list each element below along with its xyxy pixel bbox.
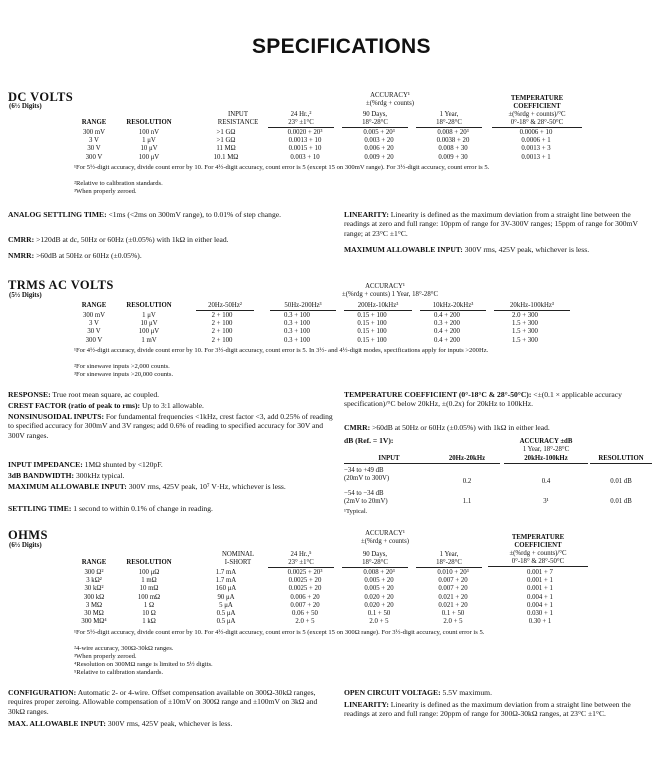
dc-cell-24h: 0.003 + 10	[290, 153, 320, 161]
dc-cell-range: 3 V	[89, 137, 99, 145]
ohms-col-1ya: 1 Year,	[439, 551, 459, 558]
dc-col-range: RANGE	[81, 119, 107, 126]
ohms-col-range: RANGE	[81, 559, 107, 566]
ac-cell-range: 300 V	[85, 336, 103, 344]
ohms-ocv-label: OPEN CIRCUIT VOLTAGE:	[344, 688, 441, 697]
ohms-footnote-5: ⁵Relative to calibration standards.	[74, 669, 164, 676]
ohms-col-nom2: I-SHORT	[224, 559, 252, 566]
ac-cell-range: 300 mV	[82, 312, 106, 319]
ac-db-row2-in1: −54 to −34 dB	[344, 490, 384, 497]
ac-cell-b1: 2 + 100	[211, 336, 233, 344]
dc-cell-tc: 0.0013 + 3	[521, 145, 551, 153]
ohms-cell-range: 300 Ω²	[84, 569, 104, 576]
dc-temp-head3: ±(%rdg + counts)/°C	[508, 111, 566, 118]
ac-maxin-label: MAXIMUM ALLOWABLE INPUT:	[8, 482, 127, 491]
dc-cell-90d: 0.005 + 20³	[363, 129, 395, 136]
dc-cell-1y: 0.008 + 30	[438, 145, 468, 153]
ohms-footnote-3: ³When properly zeroed.	[74, 653, 137, 660]
dc-cell-tc: 0.0013 + 1	[521, 153, 551, 161]
ac-accuracy-head: ACCURACY¹	[365, 283, 405, 290]
ohms-cell-90d: 2.0 + 5	[369, 618, 389, 626]
dc-cell-input: >1 GΩ	[216, 137, 236, 145]
ohms-col-24a: 24 Hr.,⁵	[290, 551, 312, 558]
ohms-cell-range: 3 kΩ²	[86, 577, 102, 585]
ac-db-row1-in1: −34 to +49 dB	[344, 467, 384, 474]
dc-cell-tc: 0.0006 + 10	[519, 129, 553, 136]
ohms-cell-res: 100 μΩ	[138, 569, 160, 576]
ohms-maxin-label: MAX. ALLOWABLE INPUT:	[8, 719, 106, 728]
dc-cell-range: 30 V	[87, 145, 101, 153]
dc-max-input-label: MAXIMUM ALLOWABLE INPUT:	[344, 245, 463, 254]
dc-cell-90d: 0.009 + 20	[364, 153, 394, 161]
ohms-cell-24h: 0.007 + 20	[290, 601, 320, 609]
ohms-ocv-text: 5.5V maximum.	[442, 688, 492, 697]
ac-bandwidth	[8, 471, 338, 480]
dc-col-1yb: 18°-28°C	[416, 119, 482, 128]
ac-cell-range: 30 V	[87, 328, 101, 336]
ac-cell-b5: 1.5 + 300	[512, 320, 538, 328]
table-row	[74, 577, 590, 585]
dc-accuracy-sub: ±(%rdg + counts)	[366, 100, 414, 107]
ac-imp-text: 1MΩ shunted by <120pF.	[84, 460, 163, 469]
dc-cmrr-label: CMRR:	[8, 235, 35, 244]
dc-volts-heading: DC VOLTS	[8, 90, 74, 104]
ac-bw-text: 300kHz typical.	[75, 471, 125, 480]
dc-nmrr	[8, 251, 338, 260]
ac-footnote-3: ³For sinewave inputs >20,000 counts.	[74, 371, 174, 378]
table-row	[74, 594, 590, 602]
dc-max-input-text: 300V rms, 425V peak, whichever is less.	[464, 245, 590, 254]
dc-cell-range: 300 V	[85, 153, 103, 161]
table-row	[74, 618, 590, 626]
ac-db-col-res: RESOLUTION	[590, 455, 652, 464]
ohms-col-nom1: NOMINAL	[221, 551, 255, 558]
ohms-cell-ishort: 1.7 mA	[215, 577, 237, 585]
ohms-cell-1y: 0.010 + 20³	[437, 569, 469, 576]
dc-col-90a: 90 Days,	[362, 111, 388, 118]
ohms-cell-ishort: 5 μA	[219, 601, 233, 609]
table-row	[74, 312, 566, 320]
ac-table	[74, 312, 566, 345]
ohms-cell-1y: 0.007 + 20	[438, 577, 468, 585]
dc-cmrr-text: >120dB at dc, 50Hz or 60Hz (±0.05%) with 1kΩ in either lead.	[36, 235, 229, 244]
dc-cell-range: 300 mV	[82, 129, 106, 136]
ohms-cell-res: 1 kΩ	[142, 618, 156, 626]
table-row	[74, 154, 582, 162]
dc-cell-tc: 0.0006 + 1	[521, 137, 551, 145]
ac-maxin-text: 300V rms, 425V peak, 10⁷ V·Hz, whichever is less.	[128, 482, 286, 491]
ohms-cell-ishort: 0.5 μA	[216, 610, 236, 618]
dc-col-res: RESOLUTION	[126, 119, 172, 126]
ohms-cell-ishort: 160 μA	[215, 585, 237, 593]
ohms-col-24b: 23° ±1°C	[268, 559, 334, 568]
ohms-table	[74, 569, 590, 626]
ac-cell-b5: 2.0 + 300	[512, 312, 538, 319]
ac-col-range: RANGE	[81, 302, 107, 309]
ohms-col-1yb: 18°-28°C	[416, 559, 482, 568]
dc-footnote-3: ³When properly zeroed.	[74, 188, 137, 195]
ac-nonsin-label: NONSINUSOIDAL INPUTS:	[8, 412, 104, 421]
ac-footnote-2: ²For sinewave inputs >2,000 counts.	[74, 363, 170, 370]
dc-cell-24h: 0.0013 + 10	[288, 137, 322, 145]
ac-cell-b1: 2 + 100	[211, 320, 233, 328]
dc-cell-res: 100 μV	[138, 153, 160, 161]
ac-cell-res: 100 μV	[138, 328, 160, 336]
ac-cell-b3: 0.15 + 100	[357, 320, 387, 328]
table-row	[74, 585, 590, 593]
ac-cmrr	[344, 423, 644, 432]
ohms-footnote-4: ⁴Resolution on 300MΩ range is limited to 5½ digits.	[74, 661, 213, 668]
dc-cell-input: 11 MΩ	[216, 145, 236, 153]
ohms-cell-90d: 0.020 + 20	[364, 593, 394, 601]
dc-footnote-1: ¹For 5½-digit accuracy, divide count error by 10. For 4½-digit accuracy, count error is 5 (except 15 on 300mV range). For 3½-digit accuracy, count error is 5.	[74, 164, 490, 171]
ohms-config-label: CONFIGURATION:	[8, 688, 77, 697]
dc-col-90b: 18°-28°C	[342, 119, 408, 128]
ac-tc-label: TEMPERATURE COEFFICIENT (0°-18°C & 28°-50°C):	[344, 390, 532, 399]
dc-settling-text: <1ms (<2ms on 300mV range), to 0.01% of step change.	[108, 210, 282, 219]
ac-cell-b2: 0.3 + 100	[284, 328, 310, 336]
ac-cell-b1: 2 + 100	[211, 312, 233, 319]
ac-col-res: RESOLUTION	[126, 302, 172, 309]
dc-cell-res: 1 μV	[142, 137, 156, 145]
ac-cmrr-label: CMRR:	[344, 423, 371, 432]
ac-cell-res: 1 mV	[141, 336, 157, 344]
ohms-col-90b: 18°-28°C	[342, 559, 408, 568]
ac-db-row1-in2: (20mV to 300V)	[344, 475, 390, 482]
dc-cell-90d: 0.006 + 20	[364, 145, 394, 153]
ohms-cell-tc: 0.001 + 1	[527, 577, 553, 585]
ac-db-col-input: INPUT	[344, 455, 434, 464]
dc-nmrr-label: NMRR:	[8, 251, 35, 260]
dc-col-input1: INPUT	[227, 111, 248, 118]
ohms-cell-1y: 0.021 + 20	[438, 593, 468, 601]
ohms-accuracy-sub: ±(%rdg + counts)	[361, 538, 409, 545]
ac-db-row1-res: 0.01 dB	[610, 478, 632, 485]
ac-db-footnote: ¹Typical.	[344, 508, 368, 515]
ohms-temp-head4: 0°-18° & 28°-50°C	[488, 558, 588, 567]
dc-cell-1y: 0.0038 + 20	[436, 137, 470, 145]
ac-col-band-4: 10kHz-20kHz³	[420, 302, 486, 311]
ohms-lin-text: Linearity is defined as the maximum deviation from a straight line between the readings at zero and full range: 20ppm of range for 300Ω-30kΩ ranges, at 23°C ±1°C.	[344, 700, 631, 719]
ac-tc-text: <±(0.1 × applicable accuracy specification)/°C below 20kHz, ±(0.2x) for 20kHz to 100kHz.	[344, 390, 622, 409]
table-row	[74, 602, 590, 610]
ac-col-band-2: 50Hz-200Hz³	[270, 302, 336, 311]
ohms-footnote-1: ¹For 5½-digit accuracy, divide count error by 10. For 4½-digit accuracy, count error is 5 (except 15 on 300Ω range). For 3½-digit accuracy, count error is 5.	[74, 629, 485, 636]
dc-linearity	[344, 210, 644, 238]
table-row	[74, 320, 566, 328]
ac-bw-label: 3dB BANDWIDTH:	[8, 471, 75, 480]
ac-col-band-3: 200Hz-10kHz³	[344, 302, 412, 311]
ac-crest	[8, 401, 338, 410]
ohms-cell-res: 100 mΩ	[137, 593, 161, 601]
ac-nonsin-text: For fundamental frequencies <1kHz, crest factor <3, add 0.25% of reading to specified accuracy for 300mV and 3V ranges; add 0.6% of reading to specified accuracy for 30V and 300V ranges.	[8, 412, 333, 440]
ac-cell-range: 3 V	[89, 320, 99, 328]
ohms-cell-1y: 2.0 + 5	[443, 618, 463, 626]
dc-temp-head4: 0°-18° & 28°-50°C	[492, 119, 582, 128]
ohms-cell-res: 1 mΩ	[141, 577, 157, 585]
ac-db-row2-in2: (2mV to 20mV)	[344, 498, 388, 505]
ohms-configuration	[8, 688, 334, 716]
dc-cell-res: 100 nV	[138, 129, 160, 136]
table-row	[74, 337, 566, 345]
ohms-cell-1y: 0.021 + 20	[438, 601, 468, 609]
ac-cell-b4: 0.3 + 200	[434, 320, 460, 328]
ac-cell-res: 10 μV	[140, 320, 158, 328]
ohms-cell-range: 30 kΩ²	[84, 585, 104, 593]
ac-cell-b2: 0.3 + 100	[284, 320, 310, 328]
ac-response-label: RESPONSE:	[8, 390, 51, 399]
ohms-cell-90d: 0.005 + 20	[364, 585, 394, 593]
ac-temp-coeff	[344, 390, 644, 409]
ac-db-row2-res: 0.01 dB	[610, 498, 632, 505]
ac-max-input	[8, 482, 334, 491]
dc-cell-input: >1 GΩ	[216, 129, 236, 136]
ac-db-acc1: ACCURACY ±dB	[519, 438, 573, 445]
dc-footnote-2: ²Relative to calibration standards.	[74, 180, 163, 187]
ac-cell-b5: 1.5 + 300	[512, 336, 538, 344]
ac-cell-b1: 2 + 100	[211, 328, 233, 336]
ohms-linearity	[344, 700, 644, 719]
table-row	[74, 610, 590, 618]
ohms-cell-range: 30 MΩ	[84, 610, 104, 618]
ohms-open-circuit	[344, 688, 644, 697]
dc-temp-head2: COEFFICIENT	[513, 103, 561, 110]
dc-col-24a: 24 Hr.,²	[290, 111, 312, 118]
ac-nonsinusoidal	[8, 412, 334, 440]
ohms-cell-24h: 2.0 + 5	[295, 618, 315, 626]
dc-col-1ya: 1 Year,	[439, 111, 459, 118]
ohms-cell-tc: 0.004 + 1	[527, 593, 553, 601]
ac-crest-text: Up to 3:1 allowable.	[141, 401, 204, 410]
dc-cell-1y: 0.009 + 30	[438, 153, 468, 161]
ac-settle-text: 1 second to within 0.1% of change in reading.	[73, 504, 213, 513]
ohms-temp-head3: ±(%rdg + counts)/°C	[509, 550, 567, 557]
ac-db-acc2: 1 Year, 18°-28°C	[522, 446, 570, 453]
ac-cell-b3: 0.15 + 100	[357, 312, 387, 319]
ohms-cell-90d: 0.020 + 20	[364, 601, 394, 609]
dc-table	[74, 129, 582, 162]
ac-volts-heading: TRMS AC VOLTS	[8, 278, 114, 292]
ac-db-row2-a: 1.1	[462, 498, 472, 505]
table-row	[74, 129, 582, 137]
ac-cell-b2: 0.3 + 100	[284, 312, 310, 319]
ohms-cell-range: 300 MΩ⁴	[81, 618, 107, 626]
ac-crest-label: CREST FACTOR (ratio of peak to rms):	[8, 401, 141, 410]
ohms-cell-90d: 0.005 + 20	[364, 577, 394, 585]
ac-cell-b4: 0.4 + 200	[434, 312, 460, 319]
ohms-cell-90d: 0.1 + 50	[367, 610, 391, 618]
ohms-col-res: RESOLUTION	[126, 559, 172, 566]
ac-db-label-text: dB (Ref. = 1V):	[344, 436, 394, 445]
ac-cell-res: 1 μV	[142, 312, 156, 319]
ac-settling	[8, 504, 338, 513]
dc-cell-1y: 0.008 + 20³	[437, 129, 469, 136]
ohms-cell-tc: 0.004 + 1	[527, 601, 553, 609]
ac-db-row1-a: 0.2	[462, 478, 472, 485]
ohms-cell-res: 1 Ω	[143, 601, 155, 609]
ac-settle-label: SETTLING TIME:	[8, 504, 72, 513]
ohms-lin-label: LINEARITY:	[344, 700, 389, 709]
dc-nmrr-text: >60dB at 50Hz or 60Hz (±0.05%).	[36, 251, 142, 260]
ac-db-row2-b: 3¹	[543, 498, 549, 505]
dc-col-24b: 23° ±1°C	[268, 119, 334, 128]
ohms-cell-res: 10 mΩ	[139, 585, 159, 593]
ohms-cell-range: 3 MΩ	[85, 601, 103, 609]
ohms-cell-tc: 0.030 + 1	[527, 610, 553, 618]
ohms-cell-range: 300 kΩ	[83, 593, 105, 601]
ac-input-impedance	[8, 460, 338, 469]
ohms-temp-head1: TEMPERATURE	[511, 534, 565, 541]
ohms-cell-24h: 0.06 + 50	[292, 610, 318, 618]
ac-cell-b3: 0.15 + 100	[357, 328, 387, 336]
ac-cell-b4: 0.4 + 200	[434, 328, 460, 336]
table-row	[74, 137, 582, 145]
ohms-cell-ishort: 0.5 μA	[216, 618, 236, 626]
ohms-maxin-text: 300V rms, 425V peak, whichever is less.	[107, 719, 233, 728]
ohms-accuracy-head: ACCURACY¹	[365, 530, 405, 537]
ohms-cell-ishort: 90 μA	[217, 593, 235, 601]
ohms-config-text: Automatic 2- or 4-wire. Offset compensation available on 300Ω-30kΩ ranges, requires proper zeroing. Allowable compensation of ±10mV on 300Ω range and ±100mV on 3kΩ and 30kΩ ranges.	[8, 688, 318, 716]
ac-volts-digits: (5½ Digits)	[9, 291, 42, 299]
dc-analog-settling	[8, 210, 338, 219]
dc-cmrr	[8, 235, 343, 244]
ohms-cell-tc: 0.30 + 1	[528, 618, 552, 626]
table-row	[74, 145, 582, 153]
ac-col-band-1: 20Hz-50Hz²	[196, 302, 254, 311]
ohms-cell-24h: 0.0025 + 20³	[287, 569, 323, 576]
page-title: SPECIFICATIONS	[252, 35, 431, 58]
table-row	[74, 328, 566, 336]
ohms-cell-1y: 0.007 + 20	[438, 585, 468, 593]
ohms-digits: (6½ Digits)	[9, 541, 42, 549]
ac-col-band-5: 20kHz-100kHz³	[494, 302, 570, 311]
ohms-col-90a: 90 Days,	[362, 551, 388, 558]
table-row	[74, 569, 590, 577]
dc-max-input	[344, 245, 644, 254]
ac-cell-b4: 0.4 + 200	[434, 336, 460, 344]
ac-cell-b3: 0.15 + 100	[357, 336, 387, 344]
ohms-cell-24h: 0.0025 + 20	[288, 585, 322, 593]
ac-cell-b5: 1.5 + 300	[512, 328, 538, 336]
ohms-footnote-2: ²4-wire accuracy, 300Ω-30kΩ ranges.	[74, 645, 174, 652]
ohms-max-input	[8, 719, 338, 728]
dc-accuracy-head: ACCURACY¹	[370, 92, 410, 99]
ohms-cell-ishort: 1.7 mA	[215, 569, 237, 576]
ohms-cell-24h: 0.0025 + 20	[288, 577, 322, 585]
dc-col-input2: RESISTANCE	[217, 119, 259, 126]
ohms-cell-24h: 0.006 + 20	[290, 593, 320, 601]
ac-db-col-b: 20kHz-100kHz	[504, 455, 588, 464]
dc-cell-90d: 0.003 + 20	[364, 137, 394, 145]
ac-accuracy-sub: ±(%rdg + counts) 1 Year, 18°-28°C	[342, 291, 438, 298]
ac-db-label	[344, 436, 393, 445]
dc-cell-res: 10 μV	[140, 145, 158, 153]
ohms-cell-tc: 0.001 + 1	[527, 585, 553, 593]
ac-response-text: True root mean square, ac coupled.	[52, 390, 160, 399]
ac-cell-b2: 0.3 + 100	[284, 336, 310, 344]
ac-response	[8, 390, 338, 399]
dc-cell-24h: 0.0020 + 20³	[287, 129, 323, 136]
ohms-temp-head2: COEFFICIENT	[514, 542, 562, 549]
ac-db-row1-b: 0.4	[541, 478, 551, 485]
ac-db-col-a: 20Hz-20kHz	[434, 455, 500, 464]
dc-linearity-text: Linearity is defined as the maximum deviation from a straight line between the readings at zero and full range: 10ppm of range for 3V-300V ranges; 15ppm of range for 300mV range; at 23°C ±1°C.	[344, 210, 638, 238]
ohms-cell-1y: 0.1 + 50	[441, 610, 465, 618]
ohms-heading: OHMS	[8, 528, 48, 542]
ac-imp-label: INPUT IMPEDANCE:	[8, 460, 83, 469]
dc-cell-input: 10.1 MΩ	[213, 153, 239, 161]
dc-volts-digits: (6½ Digits)	[9, 102, 42, 110]
ohms-cell-res: 10 Ω	[142, 610, 156, 618]
dc-linearity-label: LINEARITY:	[344, 210, 389, 219]
ohms-cell-tc: 0.001 + 7	[527, 569, 553, 576]
dc-temp-head1: TEMPERATURE	[510, 95, 564, 102]
ac-footnote-1: ¹For 4½-digit accuracy, divide count error by 10. For 3½-digit accuracy, count error is 5. In 3½- and 4½-digit modes, specifications apply for inputs >200Hz.	[74, 347, 489, 354]
dc-settling-label: ANALOG SETTLING TIME:	[8, 210, 107, 219]
ohms-cell-90d: 0.008 + 20³	[363, 569, 395, 576]
dc-cell-24h: 0.0015 + 10	[288, 145, 322, 153]
ac-cmrr-text: >60dB at 50Hz or 60Hz (±0.05%) with 1kΩ in either lead.	[372, 423, 550, 432]
